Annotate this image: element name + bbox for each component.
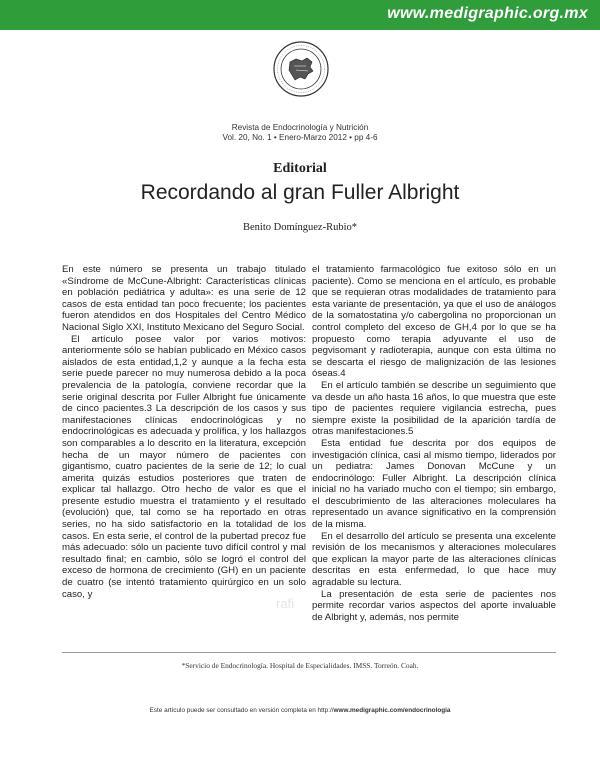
availability-note [0,707,600,714]
site-url-link[interactable]: www.medigraphic.org.mx [387,5,588,22]
body-column-right [312,264,556,623]
body-paragraph: En este número se presenta un trabajo titulado «Síndrome de McCune-Albright: Características clínicas en población pediátrica y adulta»: es una serie de 12 casos de esta entidad tan poco frecuente; los pacientes fueron atendidos en dos Hospitales del Centro Médico Nacional Siglo XXI, Instituto Mexicano del Seguro Social. [62,264,306,333]
journal-name: Revista de Endocrinología y Nutrición [231,123,369,132]
journal-url-link[interactable]: www.medigraphic.com/endocrinologia [333,707,451,714]
watermark: rafi [276,596,295,611]
section-label: Editorial [273,161,327,176]
body-paragraph: Esta entidad fue descrita por dos equipos de investigación clínica, casi al mismo tiempo, liderados por un pediatra: James Donovan McCune y un endocrinólogo: Fuller Albright. La descripción clínica inicial no ha variado mucho con el tiempo; sin embargo, el descubrimiento de las alteraciones moleculares ha representado un avance significativo en la comprensión de la misma. [312,437,556,531]
body-paragraph: En el desarrollo del artículo se presenta una excelente revisión de los mecanismos y alteraciones moleculares que explican la mayor parte de las alteraciones clínicas descritas en esta enfermedad, lo que hace muy agradable su lectura. [312,530,556,589]
availability-note-text: Este artículo puede ser consultado en versión completa en http:// [149,707,334,714]
body-column-left [62,264,306,600]
article-author: Benito Domínguez-Rubio* [242,222,358,233]
body-paragraph: La presentación de esta serie de pacientes nos permite recordar varios aspectos del aporte invaluable de Albright y, además, nos permite [312,588,556,623]
article-title: Recordando al gran Fuller Albright [140,181,460,204]
site-banner [0,0,600,30]
footnote-divider [62,652,556,653]
body-paragraph: el tratamiento farmacológico fue exitoso sólo en un paciente). Como se menciona en el artículo, es probable que se requieran otras modalidades de tratamiento para esta variante de presentación, ya que el uso de análogos de la somatostatina y/o cabergolina no proporcionan un control completo del exceso de GH,4 por lo que se ha propuesto como terapia adyuvante el uso de pegvisomant y radioterapia, aunque con esta última no se descarta el riesgo de malignización de las lesiones óseas.4 [312,264,556,380]
body-paragraph: El artículo posee valor por varios motivos: anteriormente sólo se habían publicado en México casos aislados de esta entidad,1,2 y aunque a la fecha esta serie puede parecer no muy numerosa debido a la poca prevalencia de la patología, conviene recordar que la serie original descrita por Fuller Albright fue únicamente de cinco pacientes.3 La descripción de los casos y sus manifestaciones clínicas endocrinológicas y no endocrinológicas es adecuada y prolífica, y los hallazgos son comparables a lo descrito en la literatura, excepción hecha de un mayor número de pacientes con gigantismo, cuatro pacientes de la serie de 12; lo cual amerita quizás estudios posteriores que traten de explicar tal hallazgo. Otro hecho de valor es que el presente estudio muestra el tratamiento y el resultado (evolución) que, tal como se ha reportado en otras series, no ha sido satisfactorio en la totalidad de los casos. En esta serie, el control de la pubertad precoz fue más adecuado: sólo un paciente tuvo difícil control y mal resultado final; en cambio, sólo se logró el control del exceso de hormona de crecimiento (GH) en un paciente de cuatro (se intentó tratamiento quirúrgico en un solo caso, y [62,333,306,600]
author-affiliation-footnote: *Servicio de Endocrinología. Hospital de Especialidades. IMSS. Torreón. Coah. [181,661,419,670]
body-paragraph: En el artículo también se describe un seguimiento que va desde un año hasta 16 años, lo que muestra que este tipo de pacientes requiere vigilancia estrecha, pues siempre existe la posibilidad de la aparición tardía de otras manifestaciones.5 [312,379,556,438]
society-seal-icon [272,40,330,98]
journal-issue: Vol. 20, No. 1 • Enero-Marzo 2012 • pp 4-6 [222,133,378,142]
